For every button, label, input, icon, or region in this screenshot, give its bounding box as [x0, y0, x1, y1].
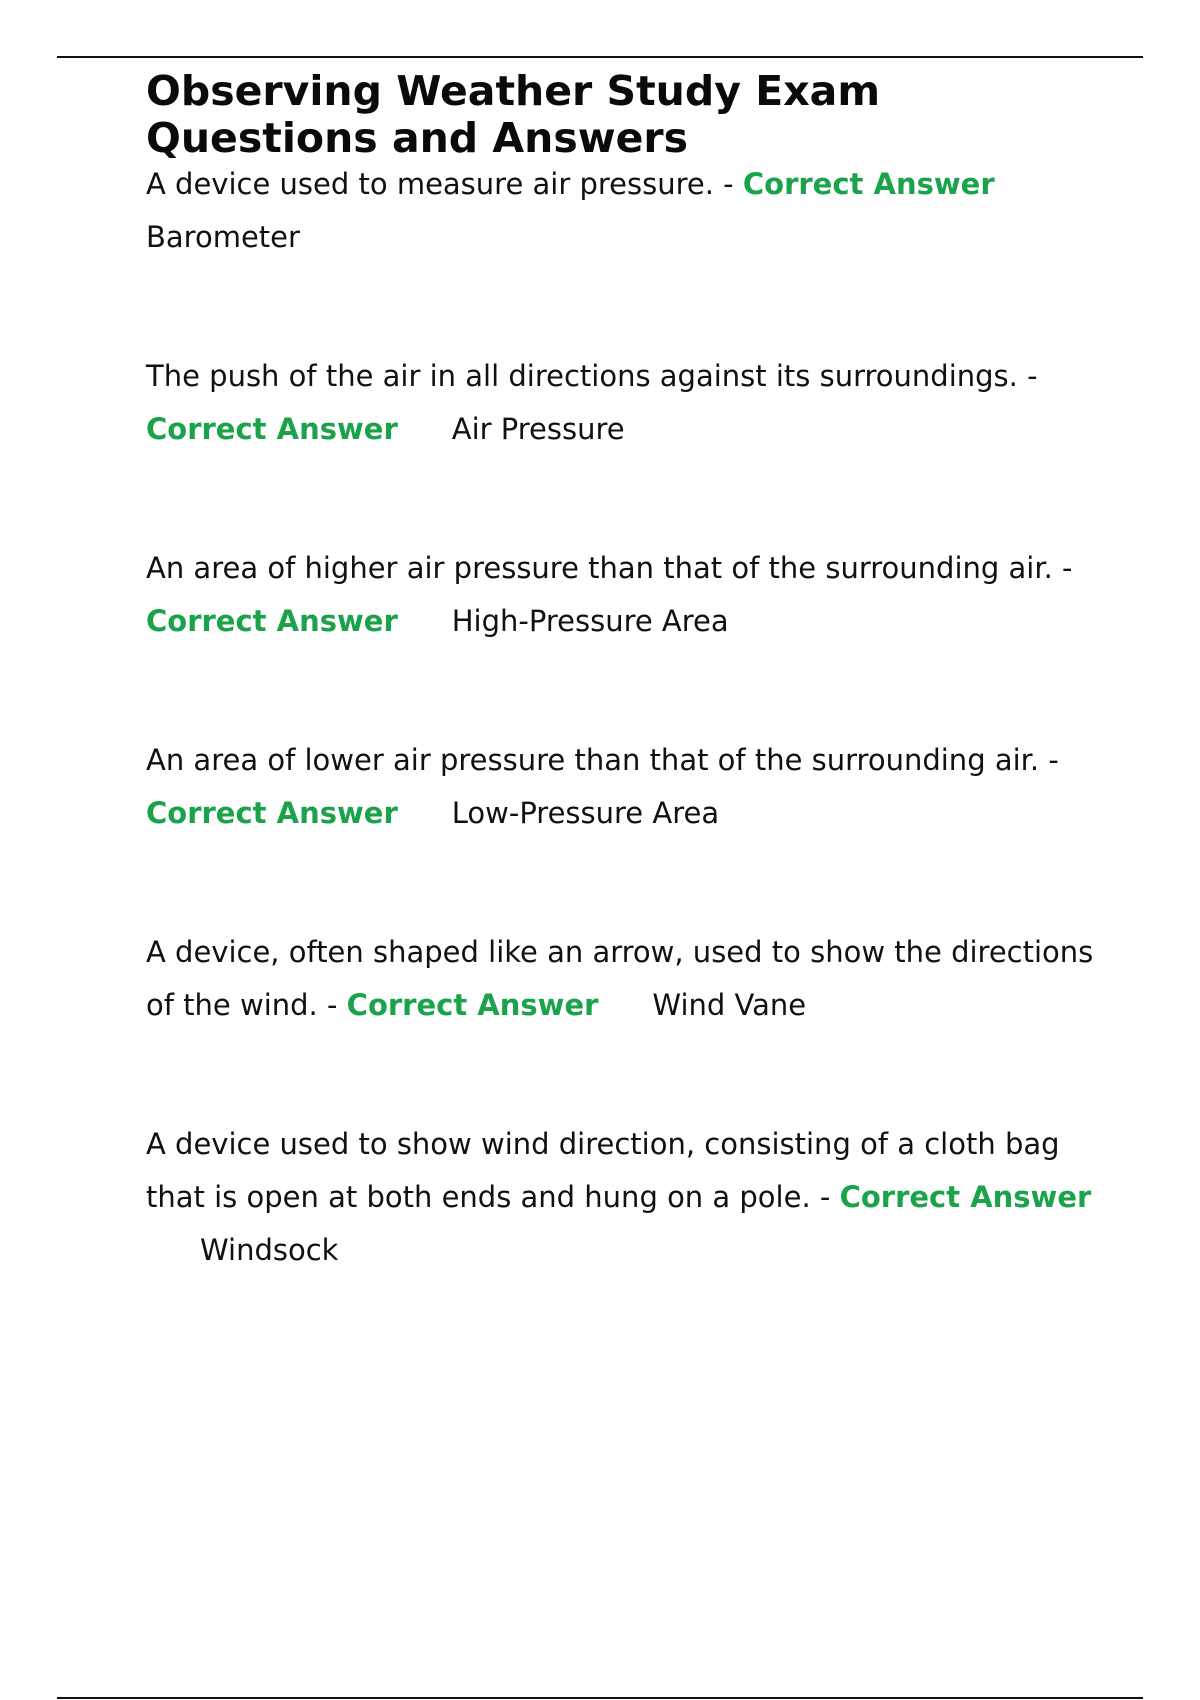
qa-item [146, 158, 1096, 264]
correct-answer-label: Correct Answer [839, 1180, 1092, 1214]
qa-item [146, 542, 1096, 648]
question-text: A device used to measure air pressure. - [146, 167, 734, 201]
qa-item [146, 1118, 1096, 1277]
answer-text: Low-Pressure Area [451, 796, 720, 830]
bottom-rule [57, 1697, 1143, 1699]
correct-answer-label: Correct Answer [146, 796, 398, 830]
question-text: A device, often shaped like an arrow, used to show the directions of the wind. - [146, 935, 1094, 1022]
qa-item [146, 734, 1096, 840]
answer-text: Wind Vane [652, 988, 807, 1022]
page-content [146, 68, 1096, 1277]
correct-answer-label: Correct Answer [146, 412, 398, 446]
page-title [146, 68, 1096, 162]
question-text: A device used to show wind direction, consisting of a cloth bag that is open at both ends and hung on a pole. - [146, 1127, 1060, 1214]
correct-answer-label: Correct Answer [146, 604, 398, 638]
qa-item [146, 926, 1096, 1032]
title-line-1: Observing Weather Study Exam [146, 67, 881, 115]
answer-text: Air Pressure [451, 412, 625, 446]
qa-item [146, 350, 1096, 456]
question-text: An area of higher air pressure than that of the surrounding air. - [146, 551, 1073, 585]
title-line-2: Questions and Answers [146, 114, 689, 162]
question-text: The push of the air in all directions against its surroundings. - [146, 359, 1038, 393]
question-text: An area of lower air pressure than that of the surrounding air. - [146, 743, 1059, 777]
answer-text: Barometer [146, 220, 300, 254]
correct-answer-label: Correct Answer [742, 167, 995, 201]
answer-text: Windsock [200, 1233, 339, 1267]
correct-answer-label: Correct Answer [346, 988, 599, 1022]
top-rule [57, 56, 1143, 58]
answer-text: High-Pressure Area [451, 604, 729, 638]
